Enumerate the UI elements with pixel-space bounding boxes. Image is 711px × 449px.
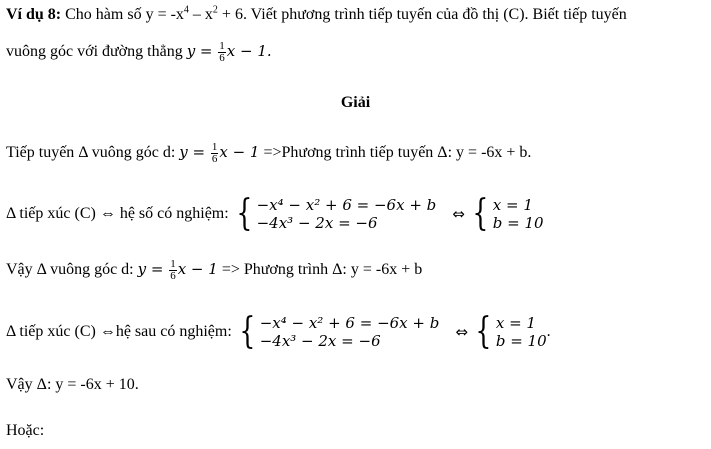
conclusion: Vậy Δ: y = -6x + 10. xyxy=(6,376,139,393)
left-brace-icon: { xyxy=(475,311,492,352)
line-equation-rest: x − 1. xyxy=(226,42,272,60)
solution-eq-1: x = 1 xyxy=(495,314,536,332)
fraction-numerator: 1 xyxy=(219,39,225,52)
step-3-text: Vậy Δ vuông góc d: xyxy=(6,261,138,278)
solution-system xyxy=(469,193,544,234)
exponent-4: 4 xyxy=(183,4,189,16)
step-1-fraction xyxy=(211,142,219,165)
line-equation-y: y = xyxy=(186,42,218,60)
example-line-2-text: vuông góc với đường thẳng xyxy=(6,43,187,60)
step-1-tail: =>Phương trình tiếp tuyến Δ: y = -6x + b. xyxy=(259,144,532,161)
solution-eq-2: b = 10 xyxy=(495,332,547,350)
step-3 xyxy=(6,258,422,282)
system-eq-1: −x⁴ − x² + 6 = −6x + b xyxy=(256,196,437,214)
fraction-denominator: 6 xyxy=(219,51,225,64)
equation-system xyxy=(236,311,440,352)
solution-system xyxy=(472,311,547,352)
system-eq-1: −x⁴ − x² + 6 = −6x + b xyxy=(259,314,440,332)
fraction-numerator: 1 xyxy=(211,140,218,153)
step-4-tail: . xyxy=(546,323,551,340)
step-1-math-rest: x − 1 xyxy=(219,143,260,161)
equivalence-arrow: ⇔ xyxy=(452,205,465,223)
step-1 xyxy=(6,141,531,165)
step-1-math-y: y = xyxy=(179,143,210,161)
fraction-denominator: 6 xyxy=(170,269,176,282)
step-3-math-y: y = xyxy=(137,260,169,278)
alternative-label: Hoặc: xyxy=(6,422,45,439)
example-line-2 xyxy=(6,40,272,64)
left-brace-icon: { xyxy=(239,311,256,352)
equivalence-arrow: ⇔ xyxy=(455,323,468,341)
example-text-2: – x xyxy=(188,6,213,23)
example-text-3: + 6. Viết phương trình tiếp tuyến của đồ thị (C). Biết tiếp tuyến xyxy=(217,6,627,23)
system-eq-2: −4x³ − 2x = −6 xyxy=(259,332,381,350)
step-2 xyxy=(6,193,544,234)
solution-title: Giải xyxy=(340,94,371,111)
left-brace-icon: { xyxy=(236,193,253,234)
step-1-text: Tiếp tuyến Δ vuông góc d: xyxy=(6,144,180,161)
solution-eq-1: x = 1 xyxy=(492,196,533,214)
example-line-1 xyxy=(6,4,627,26)
step-3-fraction xyxy=(169,259,177,282)
left-brace-icon: { xyxy=(472,193,489,234)
equation-system xyxy=(233,193,437,234)
step-3-math-rest: x − 1 xyxy=(177,260,218,278)
step-4 xyxy=(6,311,551,352)
fraction-denominator: 6 xyxy=(211,152,218,165)
example-text-1: Cho hàm số y = -x xyxy=(61,6,184,23)
fraction-numerator: 1 xyxy=(170,257,176,270)
fraction xyxy=(218,41,226,64)
step-4-text: Δ tiếp xúc (C) ⇔hệ sau có nghiệm: xyxy=(6,323,236,340)
example-label: Ví dụ 8: xyxy=(6,6,62,23)
step-3-tail: => Phương trình Δ: y = -6x + b xyxy=(217,261,423,278)
exponent-2: 2 xyxy=(212,4,218,16)
solution-eq-2: b = 10 xyxy=(492,214,544,232)
step-2-text: Δ tiếp xúc (C) ⇔ hệ số có nghiệm: xyxy=(6,205,233,222)
system-eq-2: −4x³ − 2x = −6 xyxy=(256,214,378,232)
